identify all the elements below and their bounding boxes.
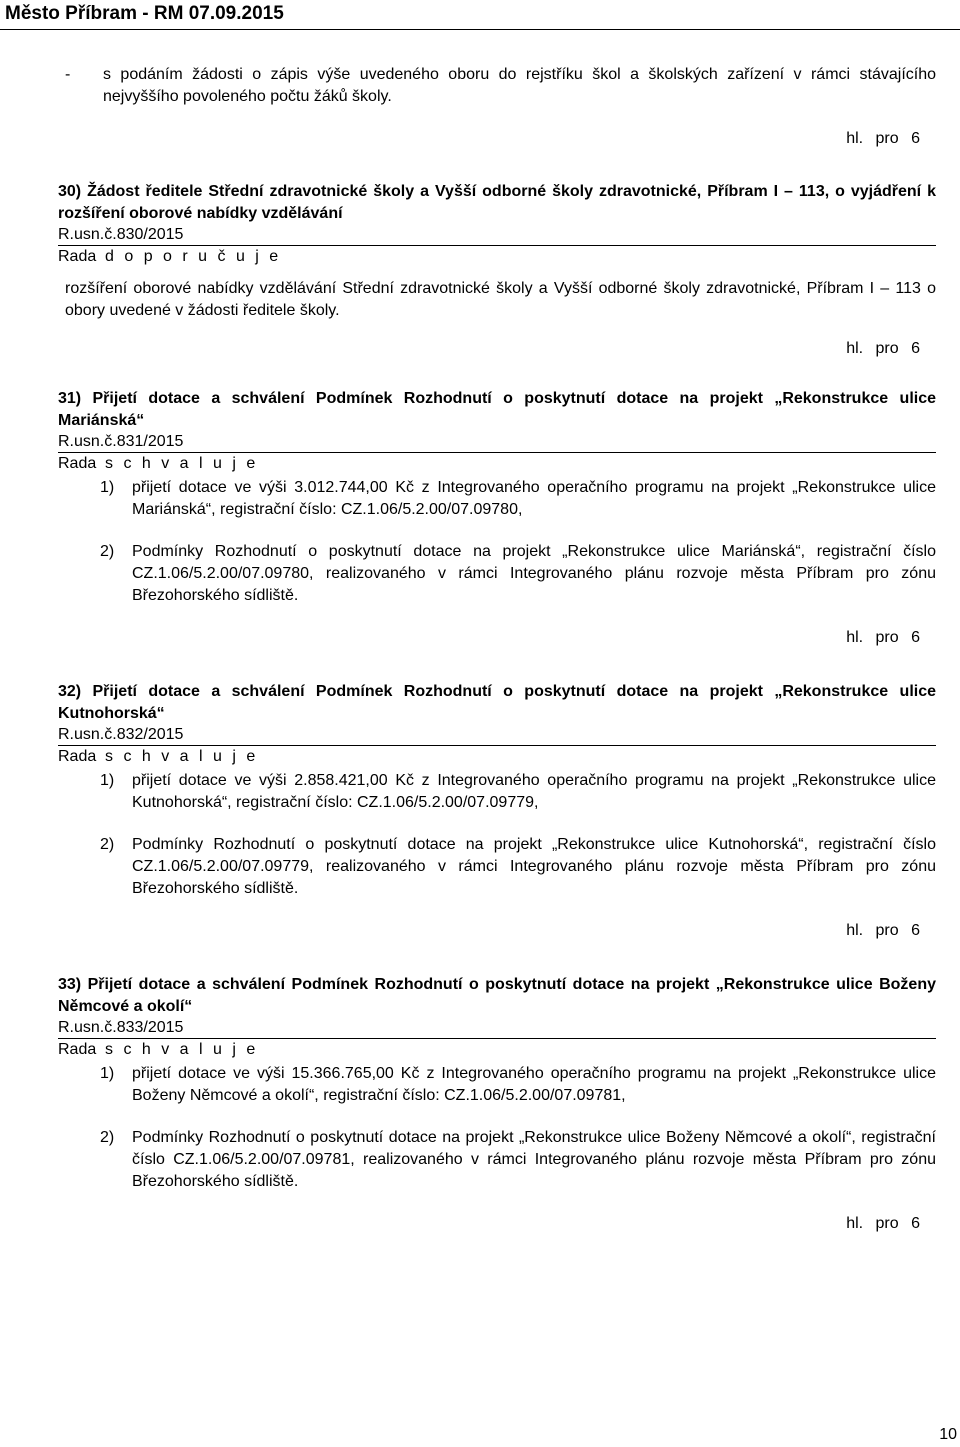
resolution-number: R.usn.č.831/2015 <box>58 432 936 453</box>
resolution-number: R.usn.č.833/2015 <box>58 1018 936 1039</box>
point-1 <box>100 770 936 814</box>
intro-bullet <box>65 64 936 108</box>
rada-label: Rada <box>58 455 97 472</box>
rada-label: Rada <box>58 248 97 265</box>
point-number: 1) <box>100 479 115 496</box>
item-title: 32) Přijetí dotace a schválení Podmínek Rozhodnutí o poskytnutí dotace na projekt „Rekonstrukce ulice Kutnohorská“ <box>58 683 936 722</box>
page-number: 10 <box>939 1426 957 1443</box>
point-1 <box>100 1063 936 1107</box>
point-text: přijetí dotace ve výši 3.012.744,00 Kč z Integrovaného operačního programu na projekt „Rekonstrukce ulice Mariánská“, registrační číslo: CZ.1.06/5.2.00/07.09780, <box>132 479 936 518</box>
point-number: 2) <box>100 1129 115 1146</box>
resolution-item-33 <box>58 974 936 1235</box>
rada-verb: d o p o r u č u j e <box>105 248 282 265</box>
point-text: přijetí dotace ve výši 2.858.421,00 Kč z Integrovaného operačního programu na projekt „Rekonstrukce ulice Kutnohorská“, registrační číslo: CZ.1.06/5.2.00/07.09779, <box>132 772 936 811</box>
point-text: Podmínky Rozhodnutí o poskytnutí dotace na projekt „Rekonstrukce ulice Boženy Němcové a okolí“, registrační číslo CZ.1.06/5.2.00/07.09781, realizovaného v rámci Integrovaného plánu rozvoje města Příbram pro zónu Březohorského sídliště. <box>132 1129 936 1190</box>
point-2 <box>100 541 936 607</box>
point-2 <box>100 834 936 900</box>
point-number: 2) <box>100 836 115 853</box>
vote-result: hl. pro 6 <box>846 1215 920 1232</box>
rada-label: Rada <box>58 1041 97 1058</box>
rada-line <box>58 746 936 768</box>
resolution-number: R.usn.č.832/2015 <box>58 725 936 746</box>
resolution-item-32 <box>58 681 936 942</box>
rada-line <box>58 453 936 475</box>
item-title: 33) Přijetí dotace a schválení Podmínek Rozhodnutí o poskytnutí dotace na projekt „Rekonstrukce ulice Boženy Němcové a okolí“ <box>58 976 936 1015</box>
point-text: přijetí dotace ve výši 15.366.765,00 Kč z Integrovaného operačního programu na projekt „Rekonstrukce ulice Boženy Němcové a okolí“, registrační číslo: CZ.1.06/5.2.00/07.09781, <box>132 1065 936 1104</box>
point-number: 2) <box>100 543 115 560</box>
vote-result: hl. pro 6 <box>846 130 920 147</box>
document-body <box>58 64 936 1235</box>
point-1 <box>100 477 936 521</box>
header-title: Město Příbram - RM 07.09.2015 <box>5 3 284 24</box>
point-2 <box>100 1127 936 1193</box>
point-number: 1) <box>100 772 115 789</box>
page-header <box>0 0 960 30</box>
point-number: 1) <box>100 1065 115 1082</box>
vote-result: hl. pro 6 <box>846 340 920 357</box>
resolution-item-30 <box>58 181 936 360</box>
rada-verb: s c h v a l u j e <box>105 1041 259 1058</box>
resolution-number: R.usn.č.830/2015 <box>58 225 936 246</box>
item-title: 31) Přijetí dotace a schválení Podmínek Rozhodnutí o poskytnutí dotace na projekt „Rekonstrukce ulice Mariánská“ <box>58 390 936 429</box>
rada-line <box>58 1039 936 1061</box>
resolution-body: rozšíření oborové nabídky vzdělávání Střední zdravotnické školy a Vyšší odborné školy zdravotnické, Příbram I – 113 o obory uvedené v žádosti ředitele školy. <box>65 280 936 319</box>
vote-result: hl. pro 6 <box>846 922 920 939</box>
intro-text: s podáním žádosti o zápis výše uvedeného oboru do rejstříku škol a školských zařízení v rámci stávajícího nejvyššího povoleného počtu žáků školy. <box>103 66 936 105</box>
vote-result: hl. pro 6 <box>846 629 920 646</box>
rada-verb: s c h v a l u j e <box>105 748 259 765</box>
item-title: 30) Žádost ředitele Střední zdravotnické školy a Vyšší odborné školy zdravotnické, Příbram I – 113, o vyjádření k rozšíření oborové nabídky vzdělávání <box>58 183 936 222</box>
bullet-dash: - <box>65 66 71 83</box>
rada-label: Rada <box>58 748 97 765</box>
rada-line <box>58 246 936 268</box>
point-text: Podmínky Rozhodnutí o poskytnutí dotace na projekt „Rekonstrukce ulice Mariánská“, registrační číslo CZ.1.06/5.2.00/07.09780, realizovaného v rámci Integrovaného plánu rozvoje města Příbram pro zónu Březohorského sídliště. <box>132 543 936 604</box>
point-text: Podmínky Rozhodnutí o poskytnutí dotace na projekt „Rekonstrukce ulice Kutnohorská“, registrační číslo CZ.1.06/5.2.00/07.09779, realizovaného v rámci Integrovaného plánu rozvoje města Příbram pro zónu Březohorského sídliště. <box>132 836 936 897</box>
rada-verb: s c h v a l u j e <box>105 455 259 472</box>
resolution-item-31 <box>58 388 936 649</box>
